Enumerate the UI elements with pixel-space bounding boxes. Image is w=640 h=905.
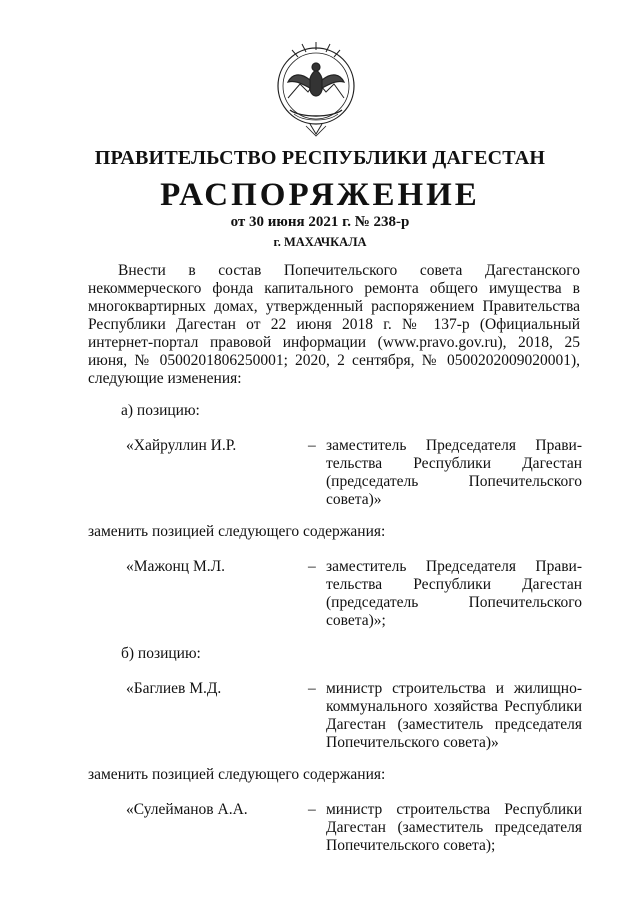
- person-name: «Баглиев М.Д.: [126, 680, 222, 697]
- dash-separator: –: [308, 801, 316, 818]
- section-b-replace-label: заменить позицией следующего содержания:: [88, 766, 386, 783]
- person-name: «Мажонц М.Л.: [126, 558, 225, 575]
- position-description: заместитель Председателя Прави- тельства Республики Дагестан (председатель Попечительского совета)»: [326, 437, 582, 508]
- dash-separator: –: [308, 680, 316, 697]
- order-date-number: от 30 июня 2021 г. № 238-р: [230, 214, 410, 230]
- section-a-replace-label: заменить позицией следующего содержания:: [88, 523, 386, 540]
- dash-separator: –: [308, 558, 316, 575]
- position-description: заместитель Председателя Прави- тельства Республики Дагестан (председатель Попечительского совета)»;: [326, 558, 582, 629]
- position-description: министр строительства и жилищно- коммунального хозяйства Республики Дагестан (заместитель председателя Попечительского совета)»: [326, 680, 582, 751]
- section-b-label: б) позицию:: [121, 645, 201, 662]
- intro-paragraph: Внести в состав Попечительского совета Дагестанского некоммерческого фонда капитального ремонта общего имущества в многоквартирных домах, утвержденный распоряжением Правительства Республики Дагестан от 22 июня 2018 г. № 137-р (Официальный интернет-портал правовой информации (www.pravo.gov.ru), 2018, 25 июня, № 0500201806250001; 2020, 2 сентября, № 0500202009020001), следующие изменения:: [88, 262, 580, 387]
- order-city: г. МАХАЧКАЛА: [273, 235, 367, 249]
- section-a-label: а) позицию:: [121, 402, 200, 419]
- person-name: «Хайруллин И.Р.: [126, 437, 237, 454]
- position-description: министр строительства Республики Дагестан (заместитель председателя Попечительского совета);: [326, 801, 582, 854]
- government-name: ПРАВИТЕЛЬСТВО РЕСПУБЛИКИ ДАГЕСТАН: [94, 147, 546, 169]
- dash-separator: –: [308, 437, 316, 454]
- coat-of-arms-emblem: [270, 40, 362, 138]
- document-type-title: РАСПОРЯЖЕНИЕ: [160, 177, 480, 213]
- person-name: «Сулейманов А.А.: [126, 801, 248, 818]
